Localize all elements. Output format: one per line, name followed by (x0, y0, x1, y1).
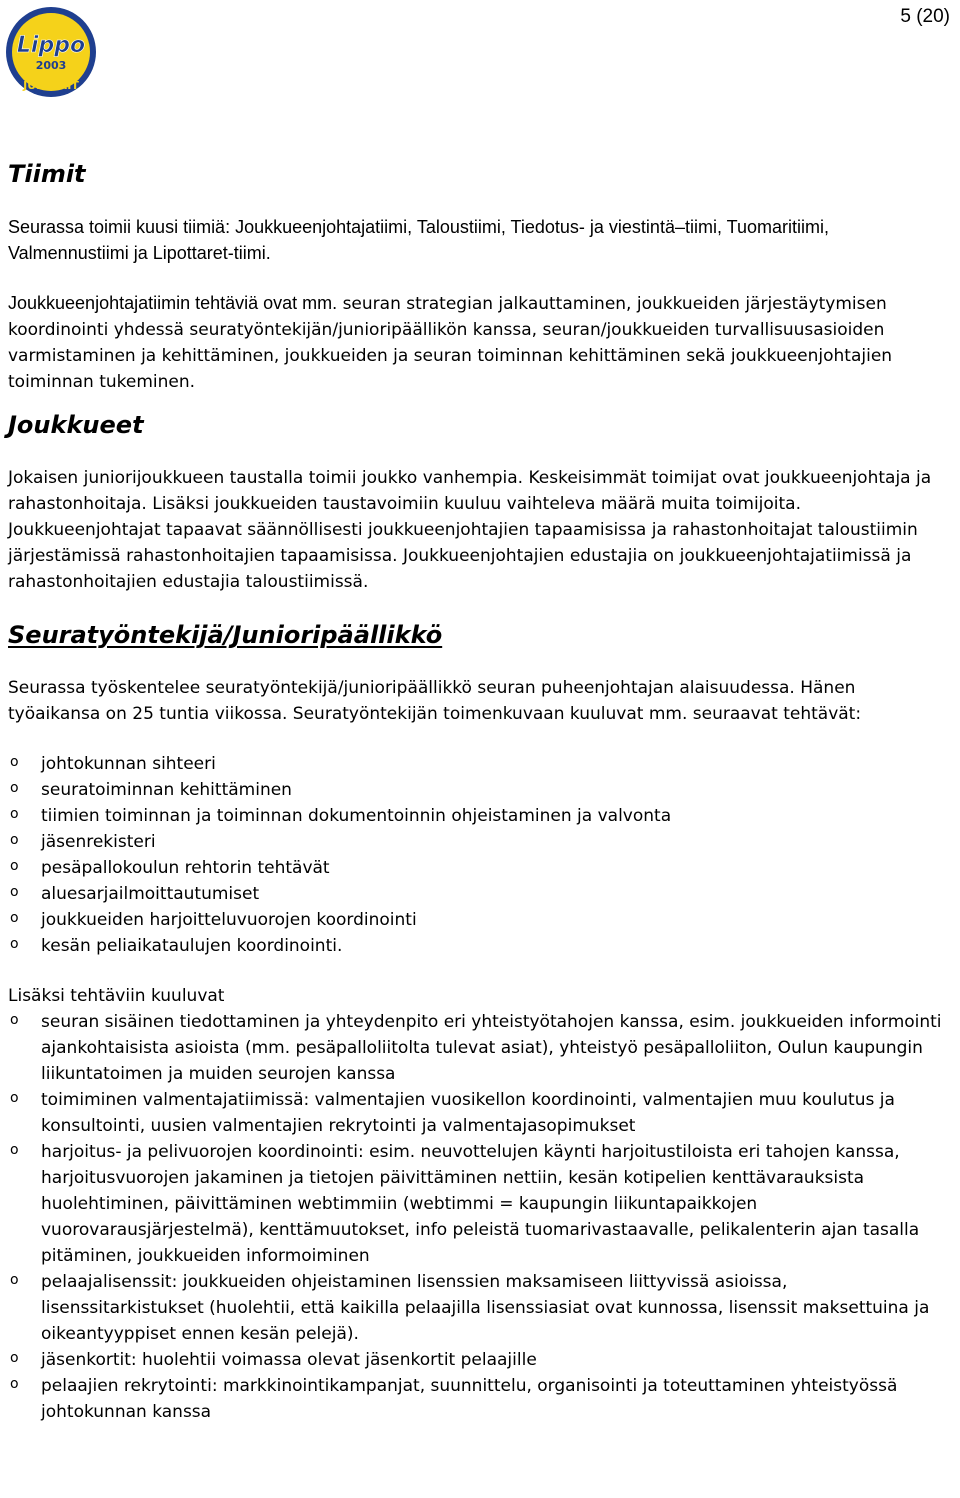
tiimit-tasks-paragraph (8, 290, 948, 395)
list-item (8, 1087, 948, 1139)
bullet-circle-icon: o (10, 1272, 19, 1288)
heading-seuratyontekija: Seuratyöntekijä/Junioripäällikkö (8, 621, 443, 649)
bullet-circle-icon: o (10, 1142, 19, 1158)
list-item-text: seuratoiminnan kehittäminen (41, 780, 292, 800)
tasks-list (8, 751, 948, 959)
list-item (8, 907, 948, 933)
list-item-text: jäsenrekisteri (41, 832, 156, 852)
tiimit-intro: Seurassa toimii kuusi tiimiä: Joukkueenjohtajatiimi, Taloustiimi, Tiedotus- ja viestintä–tiimi, Tuomaritiimi, Valmennustiimi ja Lipottaret-tiimi. (8, 217, 829, 263)
bullet-circle-icon: o (10, 832, 19, 848)
list-item-text: aluesarjailmoittautumiset (41, 884, 260, 904)
list-item-text: toimiminen valmentajatiimissä: valmentajien vuosikellon koordinointi, valmentajien muu koulutus ja konsultointi, uusien valmentajien rekrytointi ja valmentajasopimukset (41, 1090, 895, 1136)
list-item-text: jäsenkortit: huolehtii voimassa olevat jäsenkortit pelaajille (41, 1350, 537, 1370)
list-item (8, 855, 948, 881)
list-item-text: pesäpallokoulun rehtorin tehtävät (41, 858, 330, 878)
bullet-circle-icon: o (10, 1012, 19, 1028)
list-item (8, 751, 948, 777)
list-item (8, 1139, 948, 1269)
list-item (8, 777, 948, 803)
bullet-circle-icon: o (10, 884, 19, 900)
bullet-circle-icon: o (10, 806, 19, 822)
joukkueet-text: Jokaisen juniorijoukkueen taustalla toimii joukko vanhempia. Keskeisimmät toimijat ovat joukkueenjohtaja ja rahastonhoitaja. Lisäksi joukkueiden taustavoimiin kuuluu vaihteleva määrä muita toimijoita. Joukkueenjohtajat tapaavat säännöllisesti joukkueenjohtajien tapaamisissa ja rahastonhoitajat taloustiimin järjestämissä rahastonhoitajien tapaamisissa. Joukkueenjohtajien edustajia on joukkueenjohtajatiimissä ja rahastonhoitajien edustajia taloustiimissä. (8, 468, 932, 592)
list-item-text: seuran sisäinen tiedottaminen ja yhteydenpito eri yhteistyötahojen kanssa, esim. joukkueiden informointi ajankohtaisista asioista (mm. pesäpalloliitolta tulevat asiat), yhteistyö pesäpalloliiton, Oulun kaupungin liikuntatoimen ja muiden seurojen kanssa (41, 1012, 942, 1084)
bullet-circle-icon: o (10, 910, 19, 926)
heading-tiimit: Tiimit (8, 160, 86, 188)
list-item (8, 803, 948, 829)
bullet-circle-icon: o (10, 1350, 19, 1366)
list-item (8, 829, 948, 855)
bullet-circle-icon: o (10, 754, 19, 770)
list-item (8, 933, 948, 959)
list-item-text: joukkueiden harjoitteluvuorojen koordinointi (41, 910, 417, 930)
tiimit-tasks-rest: seuran strategian jalkauttaminen, joukkueiden järjestäytymisen koordinointi yhdessä seuratyöntekijän/junioripäällikön kanssa, seuran/joukkueiden turvallisuusasioiden varmistaminen ja kehittäminen, joukkueiden ja seuran toiminnan kehittäminen sekä joukkueenjohtajien toiminnan tukeminen. (8, 294, 893, 392)
logo-year-text: 2003 (35, 59, 67, 72)
list-item (8, 1373, 948, 1425)
tiimit-tasks-lead: Joukkueenjohtajatiimin tehtäviä ovat mm. (8, 293, 338, 313)
list-item-text: pelaajien rekrytointi: markkinointikampanjat, suunnittelu, organisointi ja toteuttaminen yhteistyössä johtokunnan kanssa (41, 1376, 898, 1422)
list-item-text: johtokunnan sihteeri (41, 754, 216, 774)
bullet-circle-icon: o (10, 936, 19, 952)
bullet-circle-icon: o (10, 1090, 19, 1106)
list-item (8, 1269, 948, 1347)
list-item (8, 1347, 948, 1373)
list-item (8, 1009, 948, 1087)
additional-heading: Lisäksi tehtäviin kuuluvat (8, 986, 225, 1006)
bullet-circle-icon: o (10, 780, 19, 796)
club-logo (5, 3, 97, 101)
list-item (8, 881, 948, 907)
list-item-text: harjoitus- ja pelivuorojen koordinointi: esim. neuvottelujen käynti harjoitustiloista eri tahojen kanssa, harjoitusvuorojen jakaminen ja tietojen päivittäminen nettiin, kesän kotipelien kenttävarauksista huolehtiminen, päivittäminen webtimmiin (webtimmi = kaupungin liikuntapaikkojen vuorovarausjärjestelmä), kenttämuutokset, info peleistä tuomarivastaavalle, pelikalenterin ajan tasalla pitäminen, joukkueiden informoiminen (41, 1142, 920, 1266)
seuratyontekija-intro: Seurassa työskentelee seuratyöntekijä/junioripäällikkö seuran puheenjohtajan alaisuudessa. Hänen työaikansa on 25 tuntia viikossa. Seuratyöntekijän toimenkuvaan kuuluvat mm. seuraavat tehtävät: (8, 678, 862, 724)
list-item-text: kesän peliaikataulujen koordinointi. (41, 936, 343, 956)
bullet-circle-icon: o (10, 858, 19, 874)
list-item-text: pelaajalisenssit: joukkueiden ohjeistaminen lisenssien maksamiseen liittyvissä asioissa, lisenssitarkistukset (huolehtii, että kaikilla pelaajilla lisenssiasiat ovat kunnossa, lisenssit maksettuina ja oikeantyyppiset ennen kesän pelejä). (41, 1272, 930, 1344)
logo-bottom-text: JUNIORIT (23, 79, 79, 92)
document-body (8, 158, 948, 1425)
heading-joukkueet: Joukkueet (8, 411, 144, 439)
additional-tasks-list (8, 1009, 948, 1425)
logo-brand-text: Lippo (16, 33, 86, 58)
bullet-circle-icon: o (10, 1376, 19, 1392)
list-item-text: tiimien toiminnan ja toiminnan dokumentoinnin ohjeistaminen ja valvonta (41, 806, 672, 826)
page-number: 5 (20) (900, 6, 950, 27)
